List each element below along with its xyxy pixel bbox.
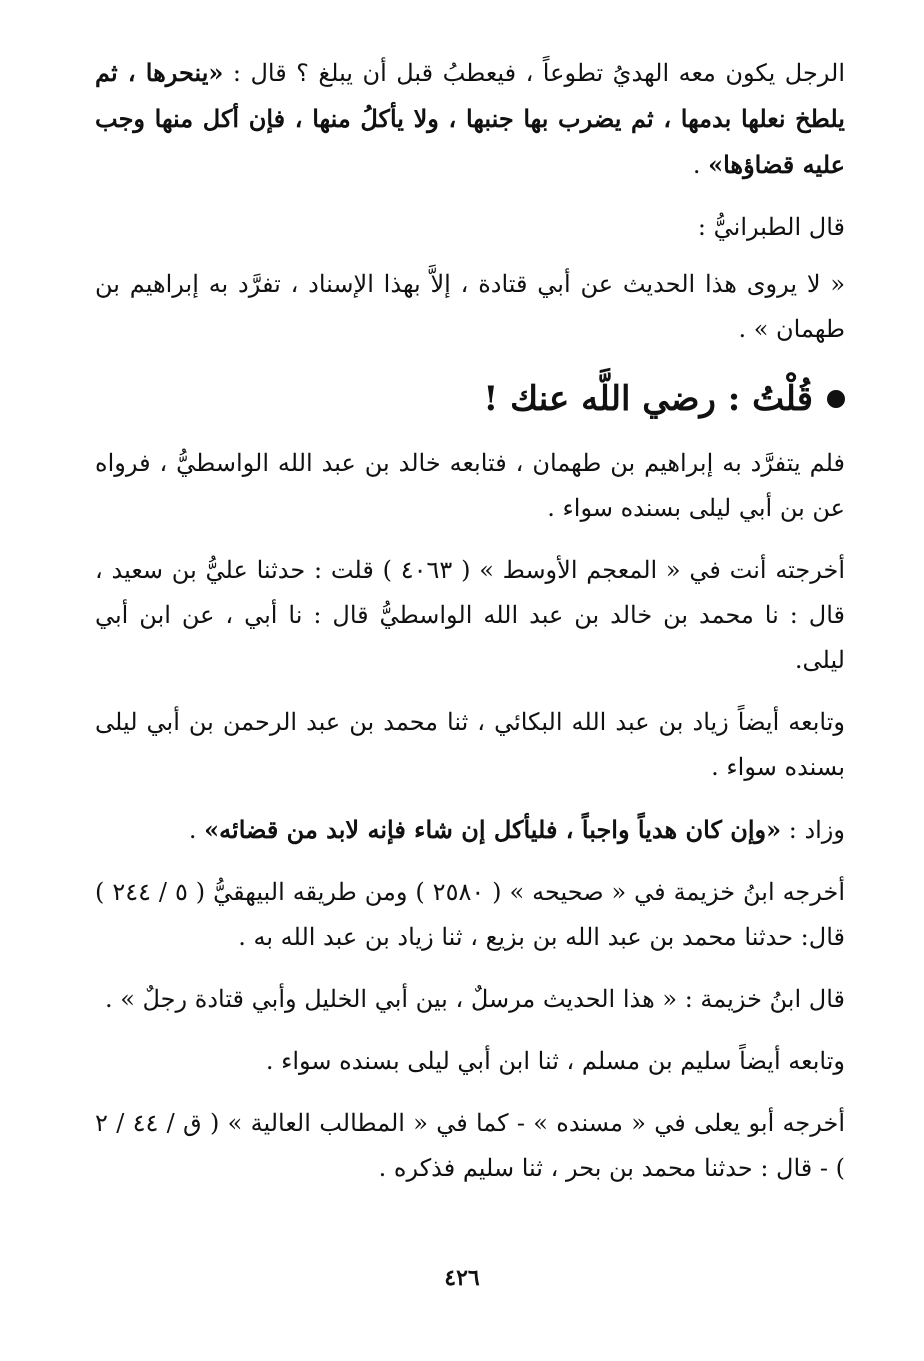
paragraph-body: فلم يتفرَّد به إبراهيم بن طهمان ، فتابعه خالد بن عبد الله الواسطيُّ ، فرواه عن بن أبي ليلى بسنده سواء .: [95, 449, 845, 522]
section-heading: [95, 369, 845, 429]
paragraph-tail: .: [692, 151, 709, 179]
page-content: [95, 50, 845, 1208]
paragraph-addition: [95, 807, 845, 853]
bullet-icon: [827, 390, 845, 408]
paragraph-body: وتابعه أيضاً زياد بن عبد الله البكائي ، ثنا محمد بن عبد الرحمن بن أبي ليلى بسنده سواء .: [95, 708, 845, 781]
paragraph-text: الرجل يكون معه الهديُ تطوعاً ، فيعطبُ قبل أن يبلغ ؟ قال :: [223, 59, 846, 87]
paragraph-body: أخرجته أنت في « المعجم الأوسط » ( ٤٠٦٣ ) قلت : حدثنا عليُّ بن سعيد ، قال : نا محمد بن خالد بن عبد الله الواسطيُّ قال : نا أبي ، عن ابن أبي ليلى.: [95, 556, 846, 674]
quoted-hadith: «ينحرها ، ثم يلطخ نعلها بدمها ، ثم يضرب بها جنبها ، ولا يأكلُ منها ، فإن أكل منها وجب عليه قضاؤها»: [95, 58, 845, 179]
paragraph-body: أخرجه ابنُ خزيمة في « صحيحه » ( ٢٥٨٠ ) ومن طريقه البيهقيُّ ( ٥ / ٢٤٤ ) قال: حدثنا محمد بن عبد الله بن بزيع ، ثنا زياد بن عبد الله به .: [95, 878, 846, 951]
paragraph-tabarani-quote: « لا يروى هذا الحديث عن أبي قتادة ، إلاَّ بهذا الإسناد ، تفرَّد به إبراهيم بن طهمان » .: [95, 270, 845, 343]
paragraph-tabarani-intro: قال الطبرانيُّ :: [697, 213, 845, 241]
paragraph-body: أخرجه أبو يعلى في « مسنده » - كما في « المطالب العالية » ( ق / ٤٤ / ٢ ) - قال : حدثنا محمد بن بحر ، ثنا سليم فذكره .: [95, 1109, 846, 1182]
page-number: ٤٢٦: [444, 1265, 480, 1291]
paragraph-body: وتابعه أيضاً سليم بن مسلم ، ثنا ابن أبي ليلى بسنده سواء .: [265, 1047, 845, 1075]
paragraph-hadith-text: [95, 50, 845, 188]
paragraph-tail: .: [188, 816, 205, 844]
heading-text: قُلْتُ : رضي اللَّه عنك !: [483, 379, 813, 419]
paragraph-body: قال ابنُ خزيمة : « هذا الحديث مرسلٌ ، بين أبي الخليل وأبي قتادة رجلٌ » .: [104, 985, 845, 1013]
quoted-hadith: «وإن كان هدياً واجباً ، فليأكل إن شاء فإنه لابد من قضائه»: [204, 815, 782, 844]
paragraph-text: وزاد :: [781, 816, 845, 844]
